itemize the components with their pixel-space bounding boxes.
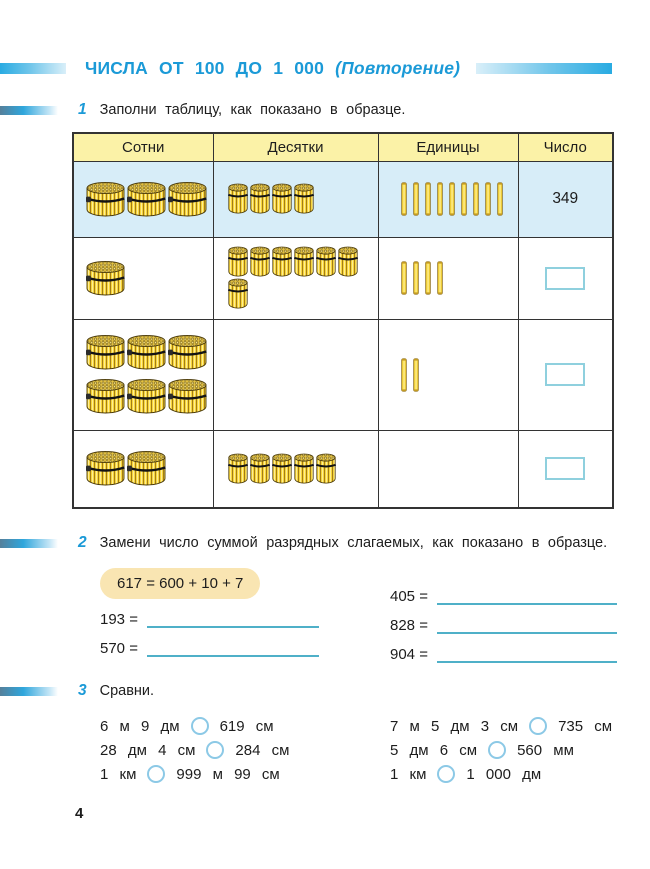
hundreds-cell <box>73 237 213 319</box>
hundred-bundle-icon <box>127 181 166 218</box>
task-1-text: Заполни таблицу, как показано в образце. <box>99 102 406 118</box>
comparison-circle[interactable] <box>206 741 224 759</box>
table-row <box>73 319 613 430</box>
task-2-number: 2 <box>78 534 87 551</box>
tens-cell <box>213 237 378 319</box>
comparison-left-value: 7 м 5 дм 3 см <box>390 717 519 735</box>
hundreds-cell <box>73 319 213 430</box>
hundred-bundle-icon <box>168 181 207 218</box>
equation-label: 570 = <box>100 640 138 657</box>
task-3-accent-bar <box>0 687 58 696</box>
task-1-head <box>0 101 650 119</box>
ten-bundle-icon <box>294 183 314 215</box>
equation-label: 405 = <box>390 588 428 605</box>
comparison-circle[interactable] <box>529 717 547 735</box>
chapter-title-subtitle: (Повторение) <box>335 58 461 78</box>
comparison-left-value: 6 м 9 дм <box>100 717 180 735</box>
hundred-bundle-icon <box>86 378 125 415</box>
equation-row <box>390 618 650 634</box>
ten-bundle-icon <box>272 246 292 278</box>
equation-row <box>100 612 390 628</box>
ten-bundle-icon <box>272 183 292 215</box>
ten-bundle-icon <box>228 278 248 310</box>
unit-stick-icon <box>425 261 431 295</box>
ten-bundle-icon <box>338 246 358 278</box>
comparison-left-value: 1 км <box>390 765 427 783</box>
unit-stick-icon <box>401 182 407 216</box>
ten-bundle-icon <box>316 246 336 278</box>
expansion-right-column <box>390 589 650 663</box>
task-3-number: 3 <box>78 682 87 699</box>
hundred-bundle-icon <box>86 181 125 218</box>
ten-bundle-icon <box>250 246 270 278</box>
comparison-left-value: 1 км <box>100 765 137 783</box>
hundred-bundle-icon <box>86 260 125 297</box>
answer-line[interactable] <box>147 615 319 628</box>
comparison-left-value: 5 дм 6 см <box>390 741 478 759</box>
chapter-title-main: ЧИСЛА ОТ 100 ДО 1 000 <box>85 58 325 78</box>
unit-stick-icon <box>437 182 443 216</box>
units-cell <box>378 430 518 508</box>
unit-stick-icon <box>401 261 407 295</box>
hundred-bundle-icon <box>86 334 125 371</box>
hundred-bundle-icon <box>127 378 166 415</box>
expansion-exercise <box>100 568 650 663</box>
unit-stick-icon <box>401 358 407 392</box>
table-row <box>73 430 613 508</box>
column-header-hundreds: Сотни <box>73 133 213 161</box>
hundred-bundle-icon <box>127 334 166 371</box>
answer-box[interactable] <box>545 457 585 480</box>
comparison-right-value: 560 мм <box>517 741 574 759</box>
task-2-text: Замени число суммой разрядных слагаемых, как показано в образце. <box>99 535 608 551</box>
ten-bundle-icon <box>228 246 248 278</box>
column-header-tens: Десятки <box>213 133 378 161</box>
answer-box[interactable] <box>545 267 585 290</box>
comparison-right-column <box>390 714 650 786</box>
comparison-right-value: 999 м 99 см <box>176 765 280 783</box>
comparison-right-value: 619 см <box>219 717 274 735</box>
hundred-bundle-icon <box>168 334 207 371</box>
answer-line[interactable] <box>437 621 617 634</box>
unit-stick-icon <box>437 261 443 295</box>
comparison-row <box>100 714 390 738</box>
unit-stick-icon <box>413 358 419 392</box>
unit-stick-icon <box>425 182 431 216</box>
table-example-row <box>73 161 613 237</box>
ten-bundle-icon <box>228 183 248 215</box>
header-accent-bar-right <box>476 63 612 74</box>
number-cell <box>518 237 613 319</box>
task-1-accent-bar <box>0 106 58 115</box>
number-cell <box>518 319 613 430</box>
ten-bundle-icon <box>294 453 314 485</box>
ten-bundle-icon <box>250 183 270 215</box>
hundreds-cell <box>73 430 213 508</box>
ten-bundle-icon <box>294 246 314 278</box>
example-pill: 617 = 600 + 10 + 7 <box>100 568 260 599</box>
units-cell <box>378 319 518 430</box>
ten-bundle-icon <box>250 453 270 485</box>
chapter-header <box>0 58 612 79</box>
equation-label: 193 = <box>100 611 138 628</box>
ten-bundle-icon <box>272 453 292 485</box>
comparison-left-value: 28 дм 4 см <box>100 741 196 759</box>
task-3-text: Сравни. <box>99 683 155 699</box>
units-cell <box>378 237 518 319</box>
comparison-right-value: 284 см <box>235 741 290 759</box>
unit-stick-icon <box>497 182 503 216</box>
column-header-number: Число <box>518 133 613 161</box>
table-row <box>73 237 613 319</box>
hundred-bundle-icon <box>127 450 166 487</box>
unit-stick-icon <box>485 182 491 216</box>
tens-cell <box>213 161 378 237</box>
header-accent-bar-left <box>0 63 66 74</box>
comparison-row <box>390 762 650 786</box>
page-number: 4 <box>75 805 84 822</box>
comparison-circle[interactable] <box>147 765 165 783</box>
unit-stick-icon <box>413 182 419 216</box>
equation-row <box>100 641 390 657</box>
chapter-title <box>66 58 476 79</box>
answer-line[interactable] <box>437 650 617 663</box>
hundred-bundle-icon <box>86 450 125 487</box>
comparison-row <box>390 714 650 738</box>
answer-line[interactable] <box>147 644 319 657</box>
task-3-head <box>0 682 650 700</box>
hundred-bundle-icon <box>168 378 207 415</box>
unit-stick-icon <box>413 261 419 295</box>
comparison-circle[interactable] <box>191 717 209 735</box>
equation-label: 828 = <box>390 617 428 634</box>
expansion-left-column <box>100 568 390 663</box>
tens-cell <box>213 319 378 430</box>
tens-cell <box>213 430 378 508</box>
task-1-number: 1 <box>78 101 87 118</box>
units-cell <box>378 161 518 237</box>
comparison-right-value: 735 см <box>558 717 613 735</box>
equation-row <box>390 647 650 663</box>
number-cell <box>518 430 613 508</box>
place-value-table <box>72 132 614 509</box>
answer-box[interactable] <box>545 363 585 386</box>
task-2-accent-bar <box>0 539 58 548</box>
task-2-head <box>0 534 650 552</box>
ten-bundle-icon <box>228 453 248 485</box>
ten-bundle-icon <box>316 453 336 485</box>
comparison-row <box>100 738 390 762</box>
equation-label: 904 = <box>390 646 428 663</box>
comparison-exercise <box>100 714 650 786</box>
comparison-right-value: 1 000 дм <box>466 765 542 783</box>
equation-row <box>390 589 650 605</box>
comparison-circle[interactable] <box>437 765 455 783</box>
comparison-row <box>390 738 650 762</box>
number-cell: 349 <box>518 161 613 237</box>
table-header-row <box>73 133 613 161</box>
unit-stick-icon <box>461 182 467 216</box>
comparison-circle[interactable] <box>488 741 506 759</box>
unit-stick-icon <box>473 182 479 216</box>
column-header-units: Единицы <box>378 133 518 161</box>
comparison-row <box>100 762 390 786</box>
unit-stick-icon <box>449 182 455 216</box>
hundreds-cell <box>73 161 213 237</box>
answer-line[interactable] <box>437 592 617 605</box>
comparison-left-column <box>100 714 390 786</box>
